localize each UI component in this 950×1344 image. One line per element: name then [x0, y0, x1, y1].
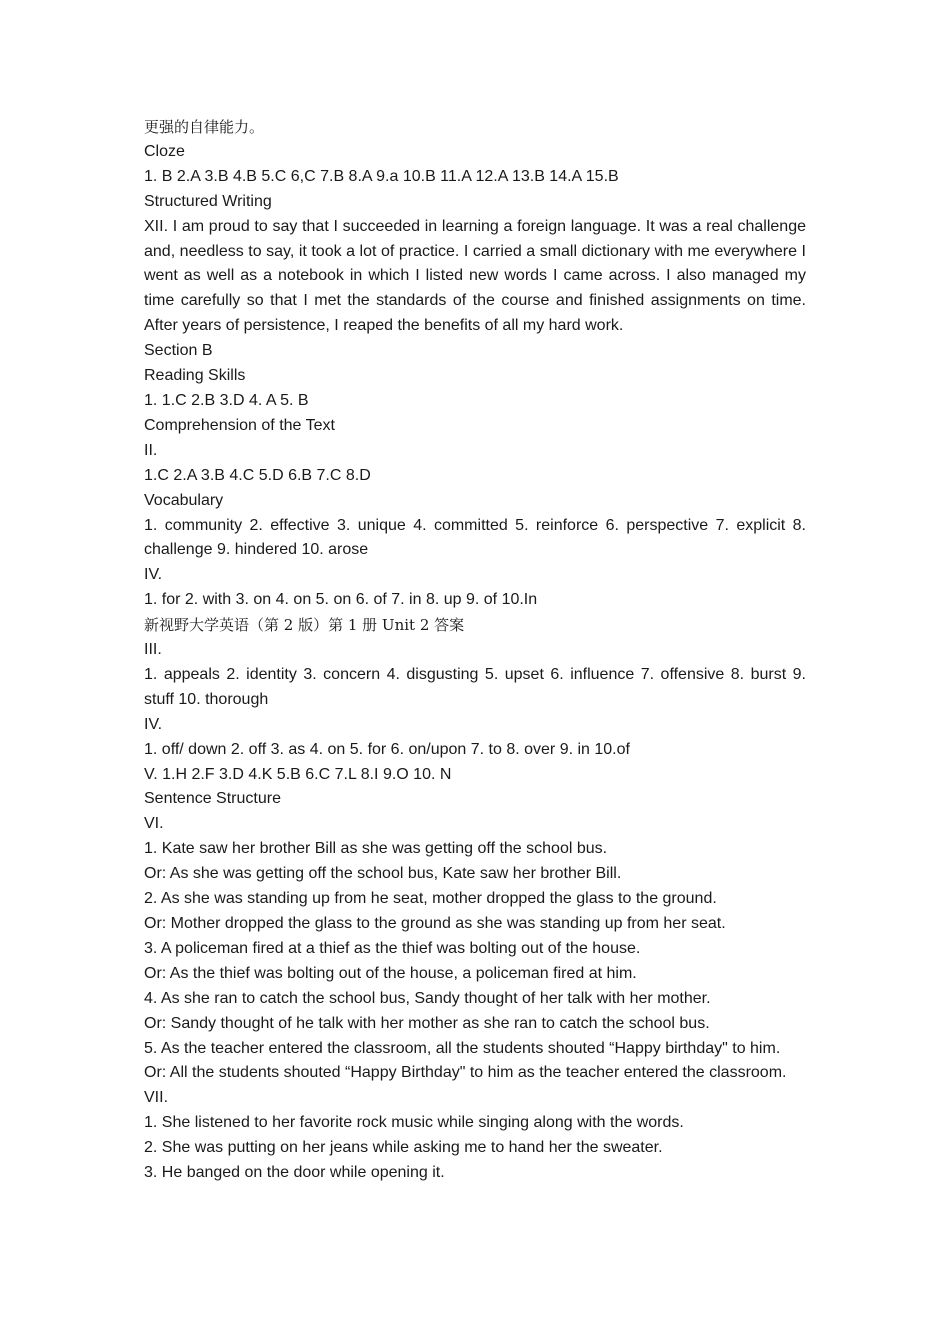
- answer-line: 4. As she ran to catch the school bus, Sandy thought of her talk with her mother.: [144, 989, 711, 1007]
- answer-line: 2. As she was standing up from he seat, mother dropped the glass to the ground.: [144, 890, 717, 908]
- exercise-number: III.: [144, 641, 162, 659]
- answer-paragraph: Or: All the students shouted “Happy Birthday" to him as the teacher entered the classroom.: [144, 1064, 787, 1082]
- answer-line: 1.C 2.A 3.B 4.C 5.D 6.B 7.C 8.D: [144, 466, 371, 484]
- answer-line: 3. A policeman fired at a thief as the thief was bolting out of the house.: [144, 939, 641, 957]
- section-heading: Vocabulary: [144, 491, 224, 509]
- answer-line: 1. 1.C 2.B 3.D 4. A 5. B: [144, 391, 309, 409]
- answer-paragraph: 1. appeals 2. identity 3. concern 4. disgusting 5. upset 6. influence 7. offensive 8. burst 9. stuff 10. thorough: [144, 665, 806, 708]
- section-heading: Section B: [144, 342, 213, 360]
- section-heading: Reading Skills: [144, 367, 246, 385]
- section-heading: Sentence Structure: [144, 790, 281, 808]
- answer-line: 1. off/ down 2. off 3. as 4. on 5. for 6. on/upon 7. to 8. over 9. in 10.of: [144, 740, 630, 758]
- answer-line: 1. for 2. with 3. on 4. on 5. on 6. of 7. in 8. up 9. of 10.In: [144, 591, 538, 609]
- answer-line: Or: As the thief was bolting out of the house, a policeman fired at him.: [144, 964, 637, 982]
- answer-paragraph: 1. community 2. effective 3. unique 4. committed 5. reinforce 6. perspective 7. explicit 8. challenge 9. hindered 10. arose: [144, 516, 806, 559]
- exercise-number: II.: [144, 441, 158, 459]
- answer-line: Or: Mother dropped the glass to the ground as she was standing up from her seat.: [144, 915, 726, 932]
- exercise-number: IV.: [144, 715, 163, 733]
- answer-line: 3. He banged on the door while opening it.: [144, 1164, 445, 1182]
- answer-line: Or: As she was getting off the school bus, Kate saw her brother Bill.: [144, 865, 622, 883]
- section-heading: Cloze: [144, 142, 185, 160]
- document-body: [144, 115, 806, 1186]
- exercise-number: VI.: [144, 815, 164, 833]
- answer-line: 1. She listened to her favorite rock music while singing along with the words.: [144, 1114, 684, 1132]
- section-heading: Structured Writing: [144, 192, 272, 210]
- exercise-number: IV.: [144, 566, 163, 584]
- answer-line: V. 1.H 2.F 3.D 4.K 5.B 6.C 7.L 8.I 9.O 10. N: [144, 765, 452, 783]
- paragraph: XII. I am proud to say that I succeeded in learning a foreign language. It was a real challenge and, needless to say, it took a lot of practice. I carried a small dictionary with me everywhere I went as well as a notebook in which I listed new words I came across. I also managed my time carefully so that I met the standards of the course and finished assignments on time. After years of persistence, I reaped the benefits of all my hard work.: [144, 217, 806, 335]
- section-heading: Comprehension of the Text: [144, 416, 335, 434]
- answer-line: Or: Sandy thought of he talk with her mother as she ran to catch the school bus.: [144, 1014, 710, 1032]
- unit-title: 新视野大学英语（第 2 版）第 1 册 Unit 2 答案: [144, 616, 465, 635]
- answer-line: 2. She was putting on her jeans while asking me to hand her the sweater.: [144, 1139, 663, 1157]
- text-line: 更强的自律能力。: [144, 118, 265, 136]
- answer-line: 1. Kate saw her brother Bill as she was getting off the school bus.: [144, 840, 608, 858]
- exercise-number: VII.: [144, 1089, 169, 1107]
- answer-line: 5. As the teacher entered the classroom, all the students shouted “Happy birthday" to him.: [144, 1039, 781, 1057]
- answer-line: 1. B 2.A 3.B 4.B 5.C 6,C 7.B 8.A 9.a 10.B 11.A 12.A 13.B 14.A 15.B: [144, 167, 619, 185]
